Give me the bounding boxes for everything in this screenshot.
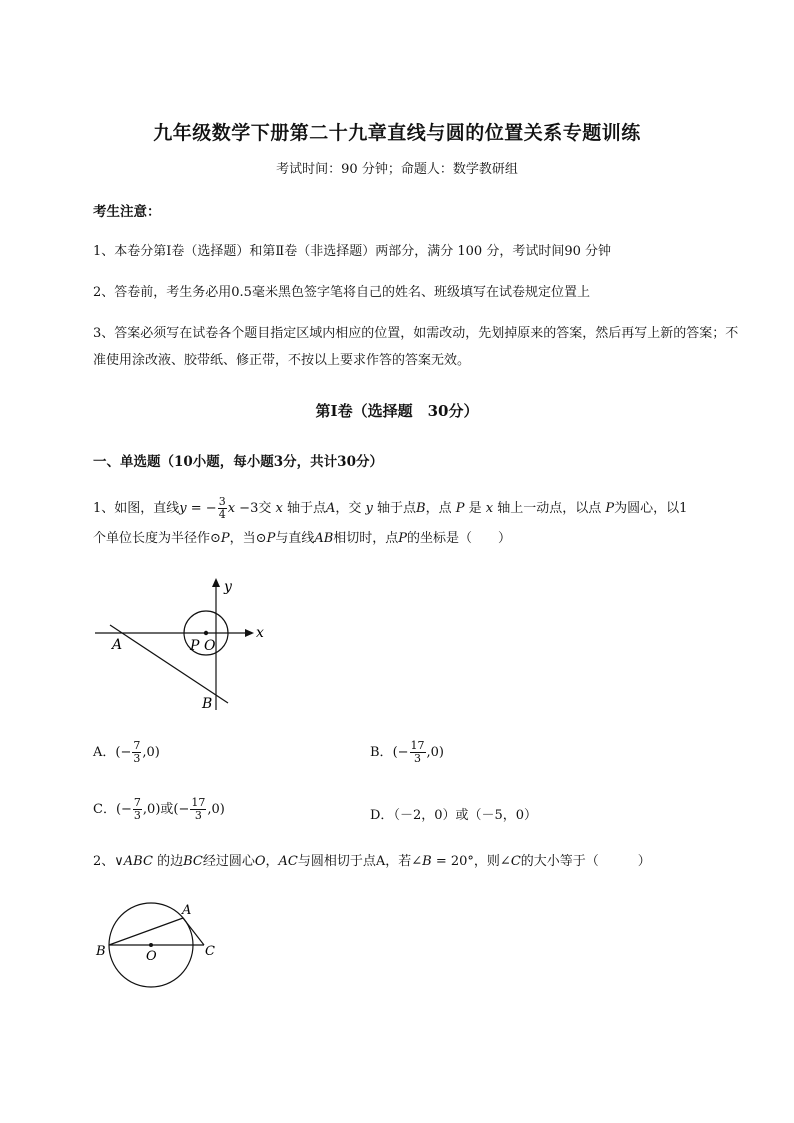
label-o: O [204, 638, 216, 654]
segment-ba [109, 918, 183, 945]
option-b[interactable]: B．(− $\frac{17}{3}$ ,0) [370, 739, 445, 765]
notice-heading: 考生注意： [93, 204, 161, 220]
label-p: P [190, 638, 200, 654]
question-2-text: 2、∨ABC 的边BC经过圆心O，AC与圆相切于点A，若∠B = 20°，则∠C的大小等于（ ） [93, 854, 651, 869]
notice-item-2: 2、答卷前，考生务必用0.5毫米黑色签字笔将自己的姓名、班级填写在试卷规定位置上 [93, 285, 590, 300]
page-title: 九年级数学下册第二十九章直线与圆的位置关系专题训练 [153, 122, 641, 144]
question-1-text: 1、如图，直线y = − $\frac{3}{4}$ x −3交 x 轴于点A，交 y 轴于点B，点 P 是 x 轴上一动点，以点 P为圆心，以1 个单位长度为半径作⊙P，当⊙P与直线AB相切时，点P的坐标是（ ） [93, 495, 688, 546]
label-a: A [112, 637, 123, 653]
segment-ac [183, 918, 204, 945]
fraction: $\frac{3}{4}$ [218, 495, 226, 521]
part-heading: 一、单选题（10小题，每小题3分，共计30分） [93, 454, 383, 470]
label-o: O [146, 949, 157, 964]
question-1-figure [90, 575, 270, 715]
label-b: B [96, 944, 106, 959]
option-d[interactable]: D．（－2，0）或（－5，0） [370, 808, 538, 823]
y-axis-arrow [212, 578, 220, 587]
label-c: C [205, 944, 215, 959]
label-b: B [202, 696, 213, 712]
label-x: x [256, 625, 264, 641]
exam-info: 考试时间：90 分钟；命题人：数学教研组 [276, 162, 518, 177]
x-axis-arrow [245, 629, 254, 637]
section-title: 第Ⅰ卷（选择题 30分） [315, 402, 479, 420]
line-ab [110, 625, 228, 703]
option-c[interactable]: C．(− $\frac{7}{3}$ ,0)或(− $\frac{17}{3}$ ,0) [93, 796, 225, 822]
label-y: y [224, 579, 232, 595]
point-p [204, 631, 208, 635]
point-o [149, 943, 153, 947]
option-a[interactable]: A．(− $\frac{7}{3}$ ,0) [93, 739, 160, 765]
notice-item-1: 1、本卷分第Ⅰ卷（选择题）和第Ⅱ卷（非选择题）两部分，满分 100 分，考试时间90 分钟 [93, 244, 611, 259]
label-a: A [182, 903, 192, 918]
question-2-figure [92, 900, 232, 990]
notice-item-3: 3、答案必须写在试卷各个题目指定区域内相应的位置，如需改动，先划掉原来的答案，然后再写上新的答案；不准使用涂改液、胶带纸、修正带，不按以上要求作答的答案无效。 [93, 326, 739, 368]
